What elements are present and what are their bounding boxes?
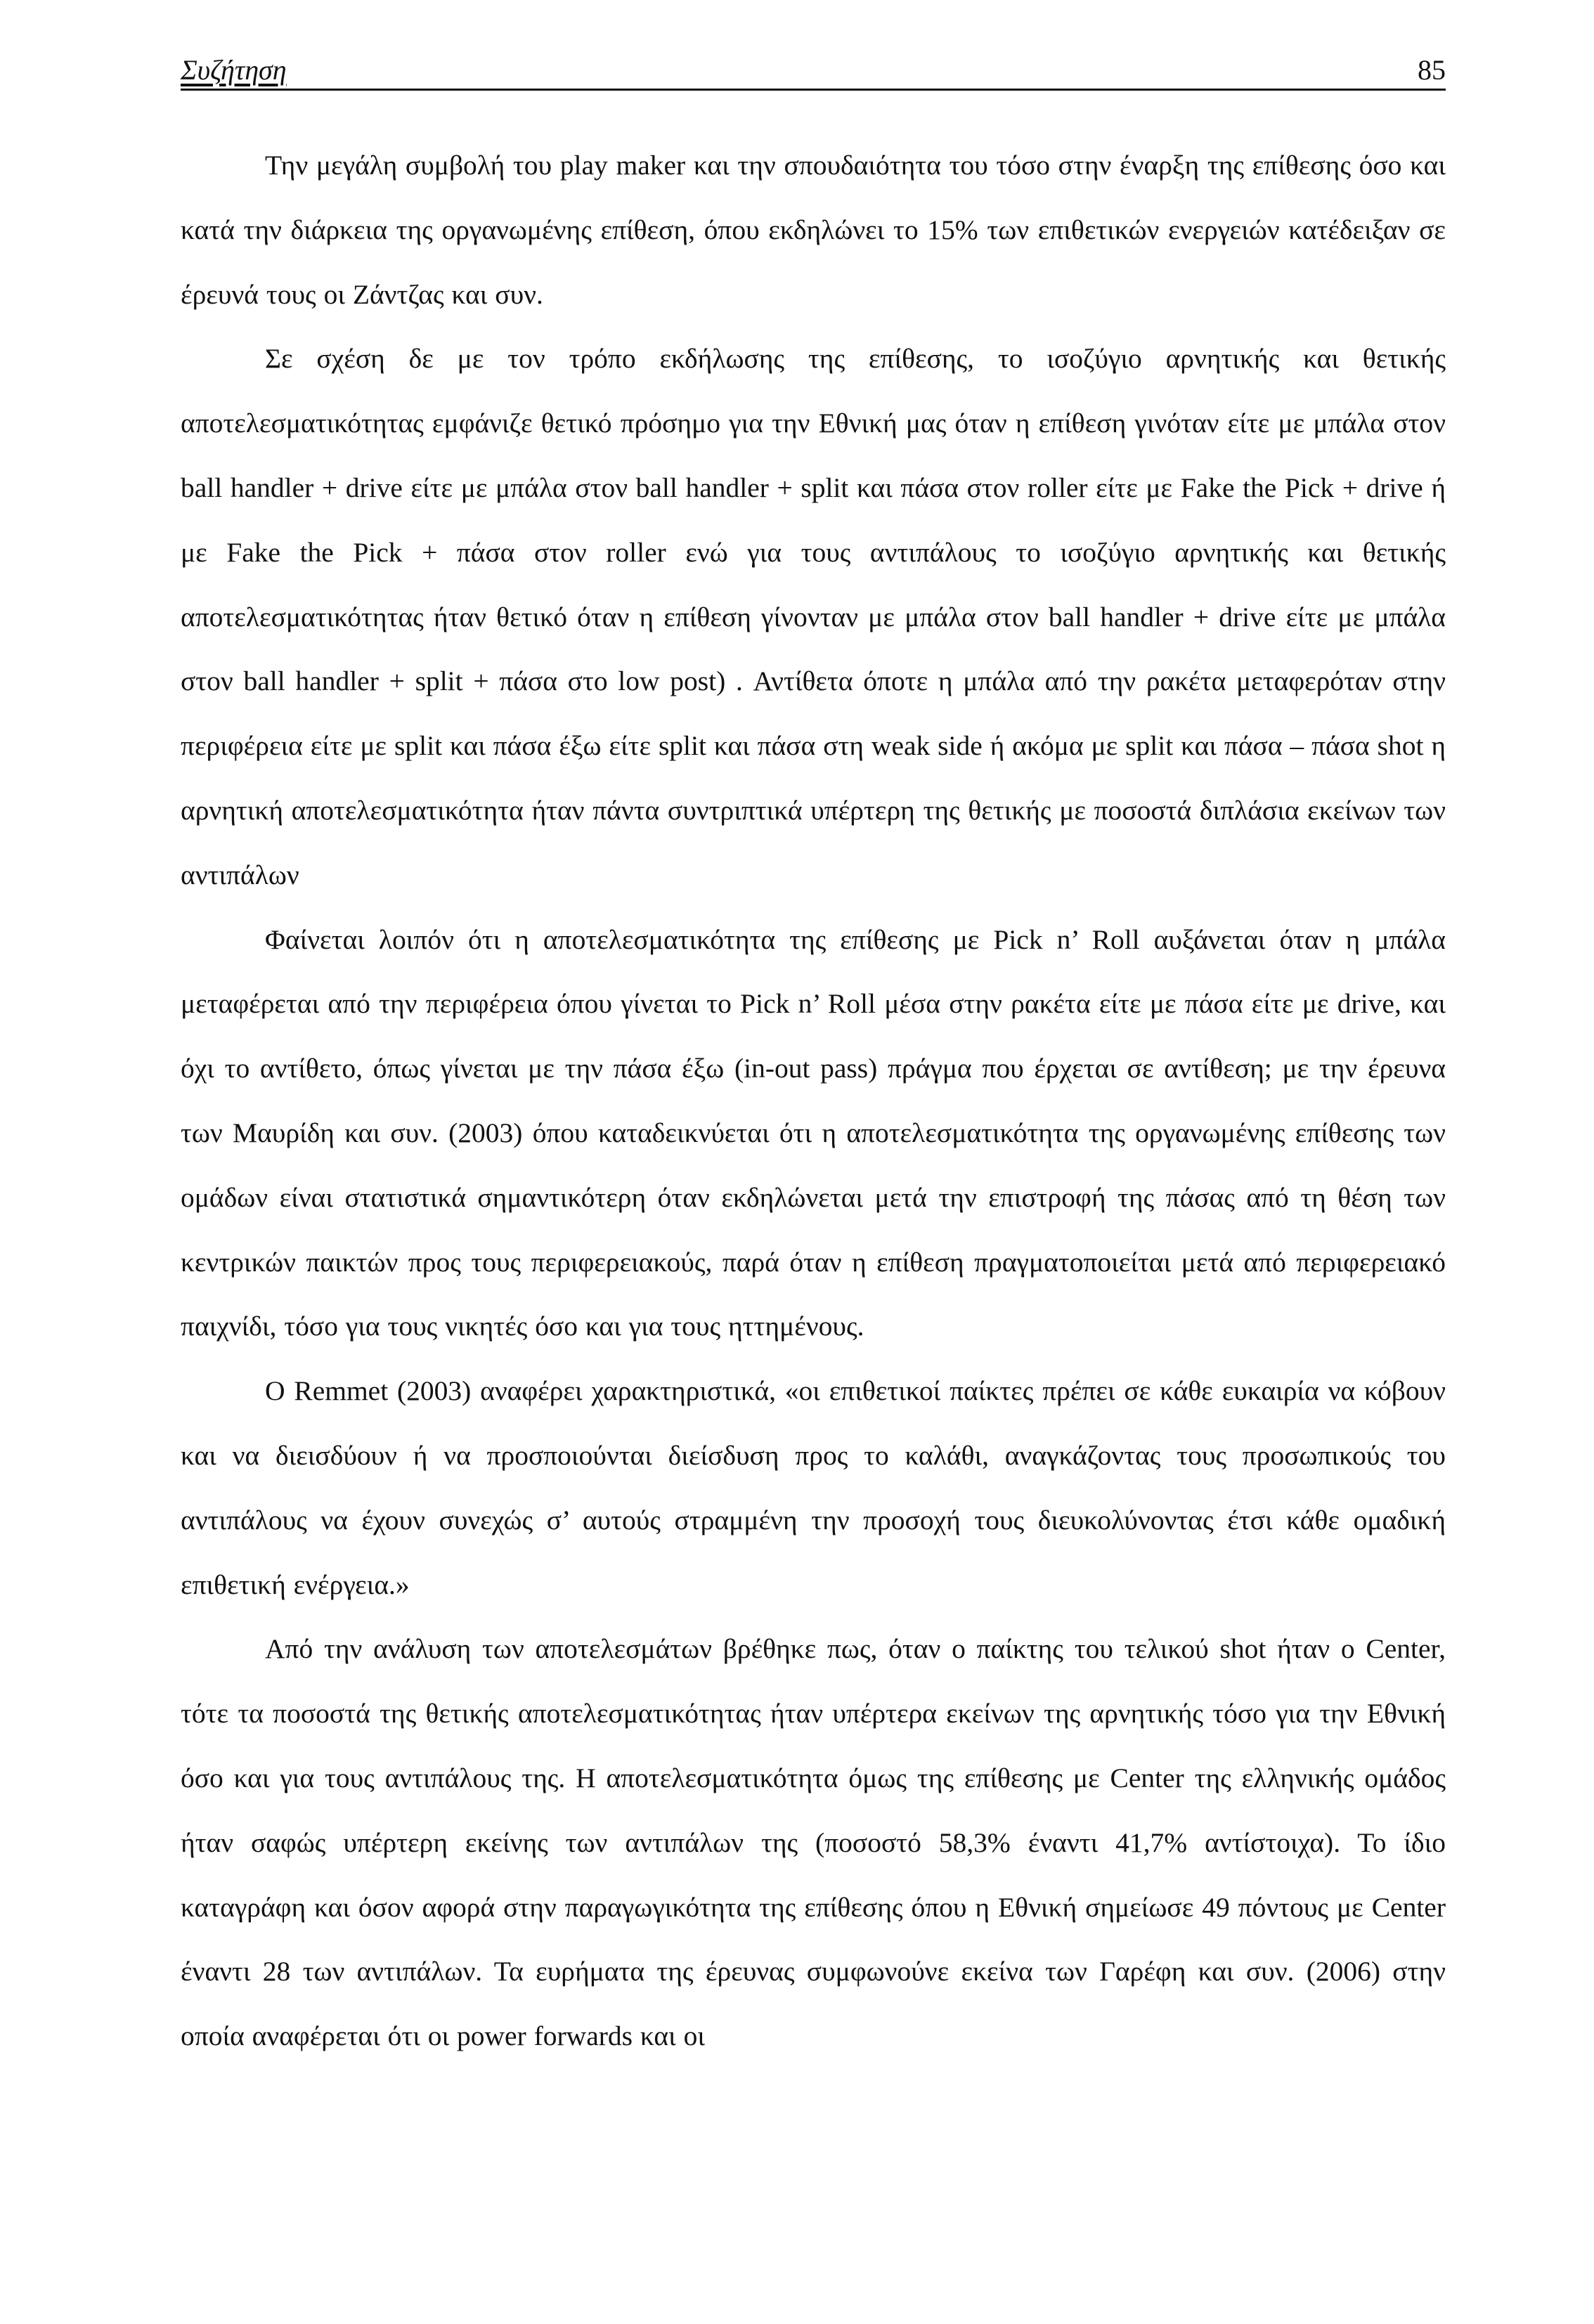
paragraph-attack-mode: Σε σχέση δε με τον τρόπο εκδήλωσης της επίθεσης, το ισοζύγιο αρνητικής και θετικής αποτελεσματικότητας εμφάνιζε θετικό πρόσημο για την Εθνική μας όταν η επίθεση γινόταν είτε με μπάλα στον ball handler + drive είτε με μπάλα στον ball handler + split και πάσα στον roller είτε με Fake the Pick + drive ή με Fake the Pick + πάσα στον roller ενώ για τους αντιπάλους το ισοζύγιο αρνητικής και θετικής αποτελεσματικότητας ήταν θετικό όταν η επίθεση γίνονταν με μπάλα στον ball handler + drive είτε με μπάλα στον ball handler + split + πάσα στο low post) . Αντίθετα όποτε η μπάλα από την ρακέτα μεταφερόταν στην περιφέρεια είτε με split και πάσα έξω είτε split και πάσα στη weak side ή ακόμα με split και πάσα – πάσα shot η αρνητική αποτελεσματικότητα ήταν πάντα συντριπτικά υπέρτερη της θετικής με ποσοστά διπλάσια εκείνων των αντιπάλων <box>181 343 1446 890</box>
paragraph-center-shot: Από την ανάλυση των αποτελεσμάτων βρέθηκε πως, όταν ο παίκτης του τελικού shot ήταν ο Center, τότε τα ποσοστά της θετικής αποτελεσματικότητας ήταν υπέρτερα εκείνων της αρνητικής τόσο για την Εθνική όσο και για τους αντιπάλους της. Η αποτελεσματικότητα όμως της επίθεσης με Center της ελληνικής ομάδος ήταν σαφώς υπέρτερη εκείνης των αντιπάλων της (ποσοστό 58,3% έναντι 41,7% αντίστοιχα). Το ίδιο καταγράφη και όσον αφορά στην παραγωγικότητα της επίθεσης όπου η Εθνική σημείωσε 49 πόντους με Center έναντι 28 των αντιπάλων. Τα ευρήματα της έρευνας συμφωνούνε εκείνα των Γαρέφη και συν. (2006) στην οποία αναφέρεται ότι οι power forwards και οι <box>181 1633 1446 2052</box>
paragraph-play-maker: Την μεγάλη συμβολή του play maker και την σπουδαιότητα του τόσο στην έναρξη της επίθεσης όσο και κατά την διάρκεια της οργανωμένης επίθεση, όπου εκδηλώνει το 15% των επιθετικών ενεργειών κατέδειξαν σε έρευνά τους οι Ζάντζας και συν. <box>181 150 1446 310</box>
body-text <box>181 134 1446 2069</box>
running-header <box>181 39 1446 91</box>
paragraph-remmet-quote: Ο Remmet (2003) αναφέρει χαρακτηριστικά, «οι επιθετικοί παίκτες πρέπει σε κάθε ευκαιρία να κόβουν και να διεισδύουν ή να προσποιούνται διείσδυση προς το καλάθι, αναγκάζοντας τους προσωπικούς του αντιπάλους να έχουν συνεχώς σ’ αυτούς στραμμένη την προσοχή τους διευκολύνοντας έτσι κάθε ομαδική επιθετική ενέργεια.» <box>181 1375 1446 1600</box>
chapter-title: Συζήτηση <box>181 54 287 86</box>
page-number: 85 <box>1418 54 1446 86</box>
paragraph-pick-n-roll: Φαίνεται λοιπόν ότι η αποτελεσματικότητα της επίθεσης με Pick n’ Roll αυξάνεται όταν η μπάλα μεταφέρεται από την περιφέρεια όπου γίνεται το Pick n’ Roll μέσα στην ρακέτα είτε με πάσα είτε με drive, και όχι το αντίθετο, όπως γίνεται με την πάσα έξω (in-out pass) πράγμα που έρχεται σε αντίθεση; με την έρευνα των Μαυρίδη και συν. (2003) όπου καταδεικνύεται ότι η αποτελεσματικότητα της οργανωμένης επίθεσης των ομάδων είναι στατιστικά σημαντικότερη όταν εκδηλώνεται μετά την επιστροφή της πάσας από τη θέση των κεντρικών παικτών προς τους περιφερειακούς, παρά όταν η επίθεση πραγματοποιείται μετά από περιφερειακό παιχνίδι, τόσο για τους νικητές όσο και για τους ηττημένους. <box>181 923 1446 1342</box>
